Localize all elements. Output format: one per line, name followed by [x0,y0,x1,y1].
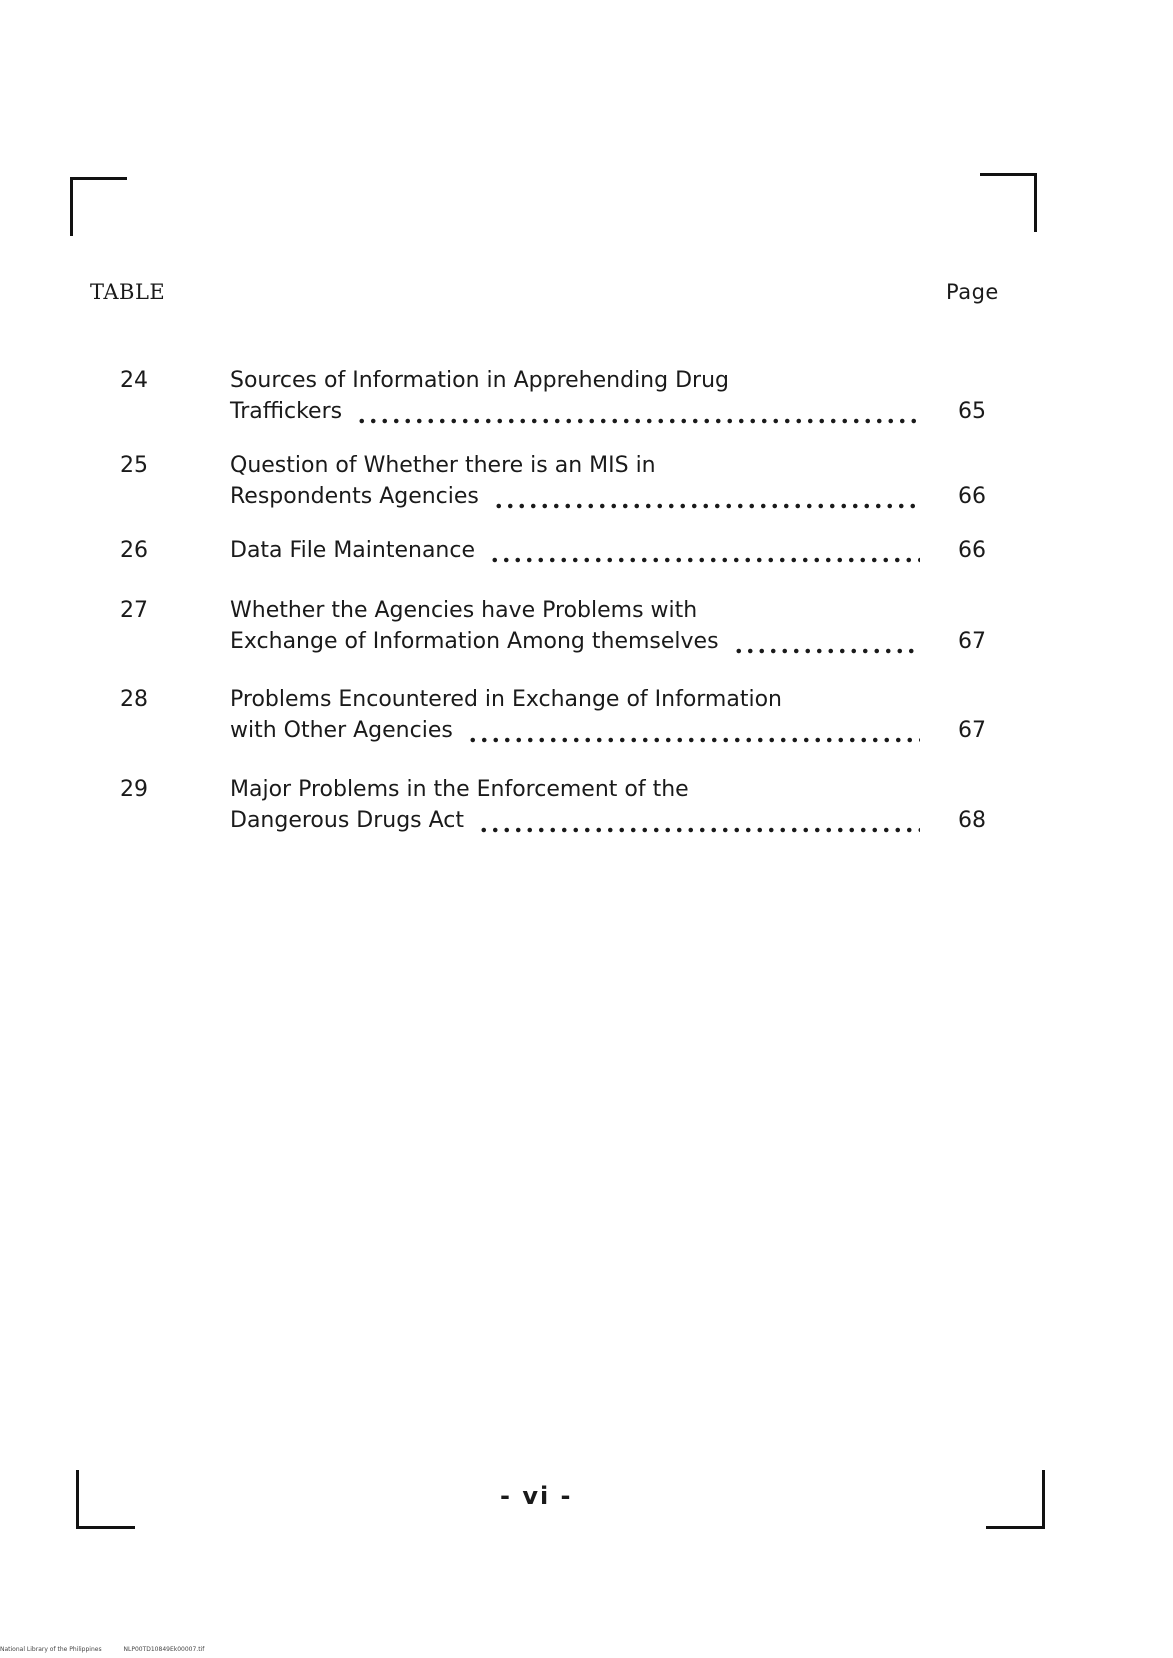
entry-title-text: Exchange of Information Among themselves [230,629,719,654]
entry-title-line1: Major Problems in the Enforcement of the [230,777,689,802]
dot-leader [493,485,920,509]
entry-title-line2 [230,629,920,654]
table-number: 29 [120,777,148,802]
crop-mark-bottom-right [986,1470,1045,1529]
entry-title-line2 [230,808,920,833]
page-number: 67 [958,629,986,654]
crop-mark-bottom-left [76,1470,135,1529]
entry-title-line1: Problems Encountered in Exchange of Information [230,687,782,712]
page-number: 65 [958,399,986,424]
entry-title-line2 [230,484,920,509]
scan-file-label: NLP00TD10849Ek00007.tif [123,1646,205,1653]
page-number: 66 [958,484,986,509]
page-column-header: Page [946,280,999,304]
entry-title-text: Data File Maintenance [230,538,476,563]
table-column-header: TABLE [90,280,166,304]
table-number: 27 [120,598,148,623]
entry-title-line1: Sources of Information in Apprehending Drug [230,368,729,393]
dot-leader [467,719,920,743]
entry-title-text: Dangerous Drugs Act [230,808,465,833]
entry-title-line1: Question of Whether there is an MIS in [230,453,656,478]
page-number: 66 [958,538,986,563]
table-number: 26 [120,538,148,563]
dot-leader [356,400,920,424]
dot-leader [478,809,920,833]
roman-page-number: - vi - [500,1482,573,1510]
dot-leader [489,539,920,563]
crop-mark-top-right [980,173,1037,232]
entry-title-line2 [230,399,920,424]
table-number: 24 [120,368,148,393]
entry-title-text: Traffickers [230,399,343,424]
entry-title-line2 [230,718,920,743]
entry-title-line1: Whether the Agencies have Problems with [230,598,698,623]
scan-library-label: National Library of the Philippines [0,1646,102,1653]
page-number: 68 [958,808,986,833]
page-number: 67 [958,718,986,743]
table-number: 28 [120,687,148,712]
table-number: 25 [120,453,148,478]
entry-title-text: with Other Agencies [230,718,453,743]
entry-title-text: Respondents Agencies [230,484,479,509]
entry-title-line [230,538,920,563]
dot-leader [733,630,920,654]
scan-footer [0,1646,224,1653]
crop-mark-top-left [70,177,127,236]
